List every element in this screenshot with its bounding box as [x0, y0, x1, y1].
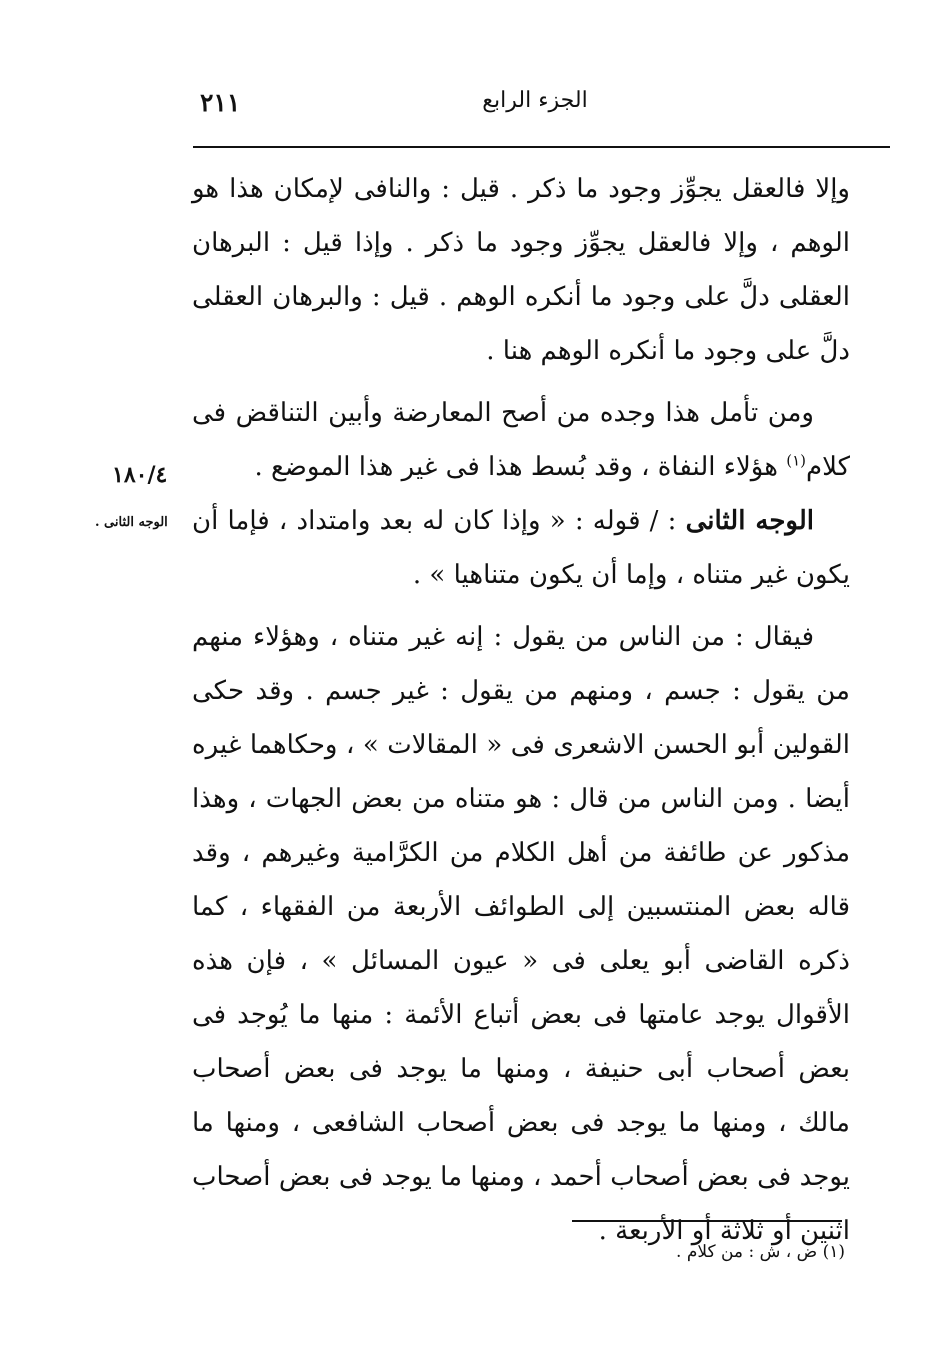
header-rule	[193, 146, 890, 148]
footnote-reference: (١)	[786, 451, 806, 470]
paragraph-text: وإلا فالعقل يجوِّز وجود ما ذكر . قيل : والنافى لإمكان هذا هو الوهم ، وإلا فالعقل يجوِّز وجود ما ذكر . وإذا قيل : البرهان العقلى دلَّ على وجود ما أنكره الوهم . قيل : والبرهان العقلى دلَّ على وجود ما أنكره الوهم هنا .	[192, 174, 850, 366]
footnote: (١) ض ، ش : من كلام .	[676, 1242, 845, 1262]
paragraph	[192, 494, 850, 602]
margin-reference: ١٨٠/٤	[112, 462, 168, 488]
page-number: ٢١١	[200, 88, 241, 117]
footnote-rule	[572, 1220, 842, 1222]
paragraph	[192, 386, 850, 494]
margin-label: الوجه الثانى .	[95, 515, 168, 530]
running-header-title: الجزء الرابع	[482, 88, 588, 113]
paragraph	[192, 610, 850, 1258]
paragraph-text: ومن تأمل هذا وجده من أصح المعارضة وأبين التناقض فى كلام	[192, 398, 850, 482]
main-text	[192, 162, 850, 1258]
section-lead: الوجه الثانى	[685, 506, 814, 536]
paragraph-text: : / قوله : « وإذا كان له بعد وامتداد ، فإما أن يكون غير متناه ، وإما أن يكون متناهيا » .	[192, 506, 850, 590]
paragraph-text: فيقال : من الناس من يقول : إنه غير متناه ، وهؤلاء منهم من يقول : جسم ، ومنهم من يقول : غير جسم . وقد حكى القولين أبو الحسن الاشعرى فى « المقالات » ، وحكاهما غيره أيضا . ومن الناس من قال : هو متناه من بعض الجهات ، وهذا مذكور عن طائفة من أهل الكلام من الكرَّامية وغيرهم ، وقد قاله بعض المنتسبين إلى الطوائف الأربعة من الفقهاء ، كما ذكره القاضى أبو يعلى فى « عيون المسائل » ، فإن هذه الأقوال يوجد عامتها فى بعض أتباع الأئمة : منها ما يُوجد فى بعض أصحاب أبى حنيفة ، ومنها ما يوجد فى بعض أصحاب مالك ، ومنها ما يوجد فى بعض أصحاب الشافعى ، ومنها ما يوجد فى بعض أصحاب أحمد ، ومنها ما يوجد فى بعض أصحاب اثنين أو ثلاثة أو الأربعة .	[192, 622, 850, 1246]
paragraph	[192, 162, 850, 378]
paragraph-text-continued: هؤلاء النفاة ، وقد بُسط هذا فى غير هذا الموضع .	[254, 452, 787, 482]
